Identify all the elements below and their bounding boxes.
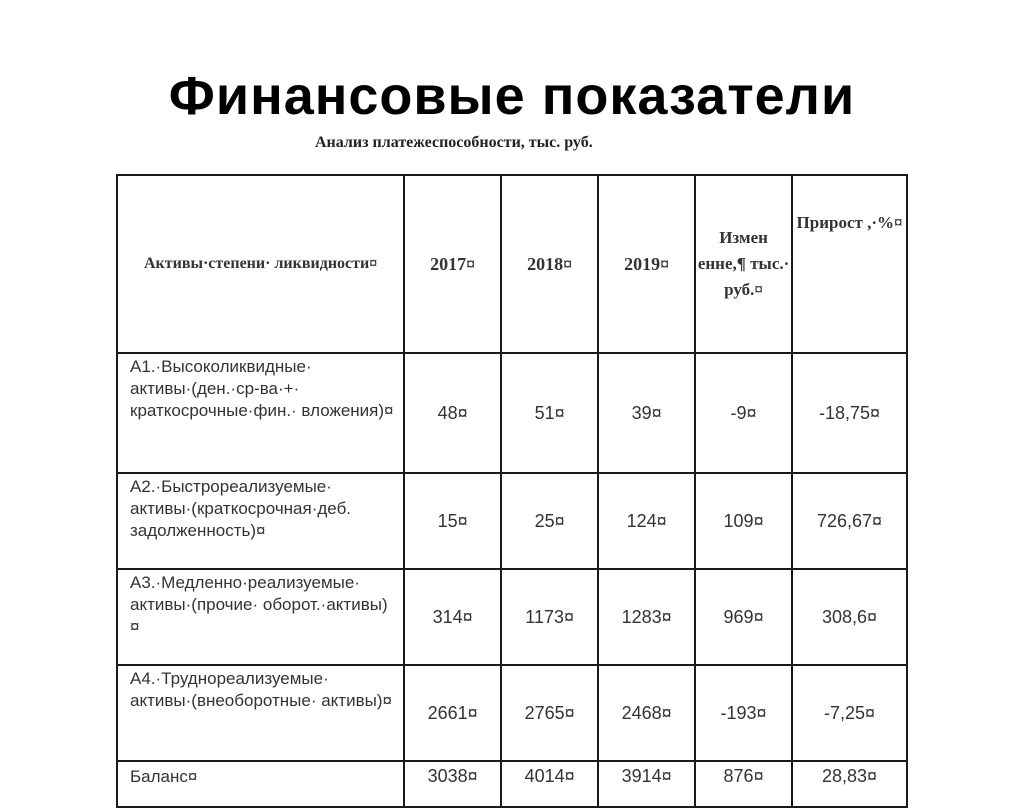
cell-2018: 1173¤	[501, 569, 598, 665]
header-2018: 2018¤	[501, 175, 598, 353]
cell-growth: 28,83¤	[792, 761, 907, 807]
cell-2018: 4014¤	[501, 761, 598, 807]
header-change: Измен енне,¶ тыс.· руб.¤	[695, 175, 792, 353]
cell-2018: 51¤	[501, 353, 598, 473]
cell-change: 109¤	[695, 473, 792, 569]
cell-growth: 726,67¤	[792, 473, 907, 569]
cell-growth: -7,25¤	[792, 665, 907, 761]
cell-2019: 2468¤	[598, 665, 695, 761]
cell-growth: 308,6¤	[792, 569, 907, 665]
table-row	[117, 473, 907, 569]
liquidity-table	[116, 174, 908, 808]
table-row	[117, 665, 907, 761]
table-row	[117, 353, 907, 473]
slide-title: Финансовые показатели	[168, 66, 856, 126]
cell-change: 969¤	[695, 569, 792, 665]
header-growth: Прирост ,·%¤	[792, 175, 907, 353]
cell-2017: 3038¤	[404, 761, 501, 807]
cell-change: -9¤	[695, 353, 792, 473]
row-name: Баланс¤	[117, 761, 404, 807]
row-name: А2.·Быстрореализуемые· активы·(краткосрочная·деб. задолженность)¤	[117, 473, 404, 569]
cell-change: 876¤	[695, 761, 792, 807]
cell-2019: 39¤	[598, 353, 695, 473]
cell-2017: 48¤	[404, 353, 501, 473]
row-name: А1.·Высоколиквидные· активы·(ден.·ср-ва·+· краткосрочные·фин.· вложения)¤	[117, 353, 404, 473]
cell-2019: 3914¤	[598, 761, 695, 807]
cell-2019: 1283¤	[598, 569, 695, 665]
table-caption: Анализ платежеспособности, тыс. руб.	[315, 134, 593, 151]
table-header-row	[117, 175, 907, 353]
cell-2019: 124¤	[598, 473, 695, 569]
row-name: А3.·Медленно·реализуемые· активы·(прочие· оборот.·активы)¤	[117, 569, 404, 665]
table-row-total	[117, 761, 907, 807]
cell-2018: 25¤	[501, 473, 598, 569]
row-name: А4.·Труднореализуемые· активы·(внеоборотные· активы)¤	[117, 665, 404, 761]
header-2017: 2017¤	[404, 175, 501, 353]
header-2019: 2019¤	[598, 175, 695, 353]
cell-2017: 314¤	[404, 569, 501, 665]
cell-change: -193¤	[695, 665, 792, 761]
cell-2017: 15¤	[404, 473, 501, 569]
cell-2017: 2661¤	[404, 665, 501, 761]
cell-2018: 2765¤	[501, 665, 598, 761]
table-row	[117, 569, 907, 665]
cell-growth: -18,75¤	[792, 353, 907, 473]
header-assets: Активы·степени· ликвидности¤	[117, 175, 404, 353]
